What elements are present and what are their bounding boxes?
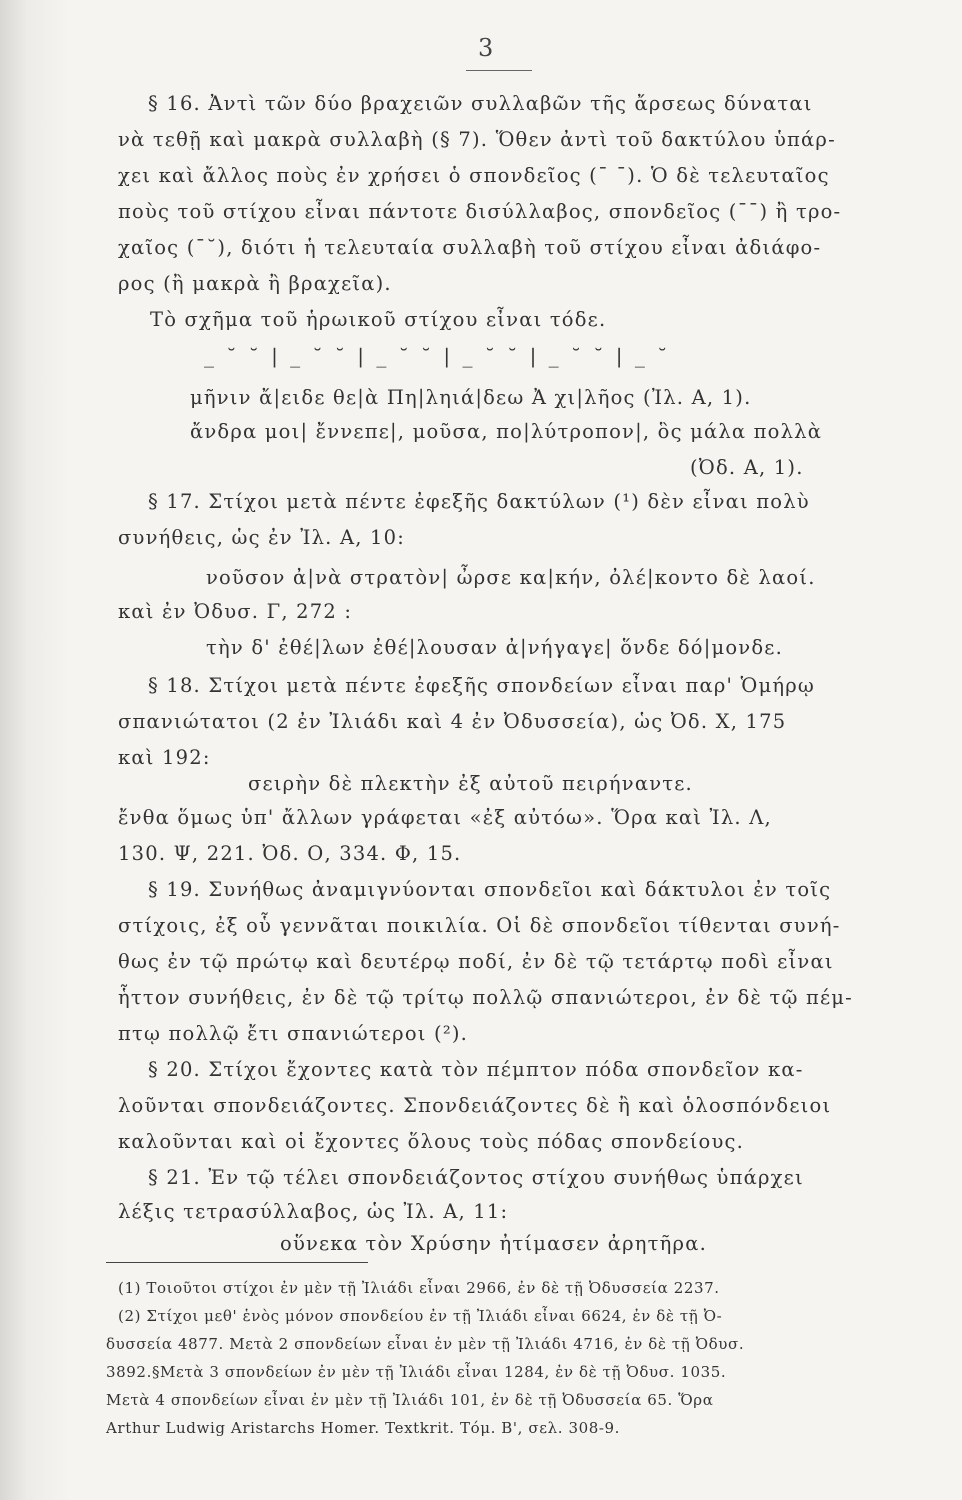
p19-line-3: θως ἐν τῷ πρώτῳ καὶ δευτέρῳ ποδί, ἐν δὲ τῷ τετάρτῳ ποδὶ εἶναι [118, 950, 834, 973]
p21-line-1: § 21. Ἐν τῷ τέλει σπονδειάζοντος στίχου συνήθως ὑπάρχει [148, 1166, 804, 1189]
p18-after-line-1: ἔνθα ὅμως ὑπ' ἄλλων γράφεται «ἐξ αὐτόω». Ὅρα καὶ Ἰλ. Λ, [118, 806, 772, 829]
p17-verse: νοῦσον ἀ|νὰ στρατὸν| ὦρσε κα|κήν, ὀλέ|κοντο δὲ λαοί. [206, 566, 816, 589]
p17-after: καὶ ἐν Ὀδυσ. Γ, 272 : [118, 600, 353, 623]
footnote-rule [106, 1262, 368, 1263]
footnote-2-line-4: Μετὰ 4 σπονδείων εἶναι ἐν μὲν τῇ Ἰλιάδι 101, ἐν δὲ τῇ Ὀδυσσεία 65. Ὅρα [106, 1391, 714, 1409]
p18-after-line-2: 130. Ψ, 221. Ὀδ. Ο, 334. Φ, 15. [118, 842, 462, 865]
p19-line-1: § 19. Συνήθως ἀναμιγνύονται σπονδεῖοι καὶ δάκτυλοι ἐν τοῖς [148, 878, 832, 901]
p18-line-3: καὶ 192: [118, 746, 211, 769]
p16-line-1: § 16. Ἀντὶ τῶν δύο βραχειῶν συλλαβῶν τῆς ἄρσεως δύναται [148, 92, 813, 115]
p17-line-2: συνήθεις, ὡς ἐν Ἰλ. Α, 10: [118, 526, 406, 549]
p16-line-6: ρος (ἢ μακρὰ ἢ βραχεῖα). [118, 272, 392, 295]
p18-verse: σειρὴν δὲ πλεκτὴν ἐξ αὐτοῦ πειρήναντε. [248, 772, 693, 795]
page-number-rule [466, 70, 532, 71]
p16-line-4: ποὺς τοῦ στίχου εἶναι πάντοτε δισύλλαβος, σπονδεῖος (¯¯) ἢ τρο- [118, 200, 842, 223]
p20-line-2: λοῦνται σπονδειάζοντες. Σπονδειάζοντες δὲ ἢ καὶ ὁλοσπόνδειοι [118, 1094, 832, 1117]
page-number: 3 [478, 34, 494, 62]
p21-verse: οὕνεκα τὸν Χρύσην ἠτίμασεν ἀρητῆρα. [280, 1232, 707, 1255]
p19-line-2: στίχοις, ἐξ οὗ γεννᾶται ποικιλία. Οἱ δὲ σπονδεῖοι τίθενται συνή- [118, 914, 841, 937]
metrical-scheme: _ ˘ ˘ | _ ˘ ˘ | _ ˘ ˘ | _ ˘ ˘ | _ ˘ ˘ | _ ˘ [204, 344, 671, 368]
p17-line-1: § 17. Στίχοι μετὰ πέντε ἐφεξῆς δακτύλων (¹) δὲν εἶναι πολὺ [148, 490, 810, 513]
p20-line-3: καλοῦνται καὶ οἱ ἔχοντες ὅλους τοὺς πόδας σπονδείους. [118, 1130, 745, 1153]
p18-line-1: § 18. Στίχοι μετὰ πέντε ἐφεξῆς σπονδείων εἶναι παρ' Ὁμήρῳ [148, 674, 815, 697]
footnote-2-line-5: Arthur Ludwig Aristarchs Homer. Textkrit. Τόμ. Β', σελ. 308-9. [106, 1419, 621, 1437]
p16-line-3: χει καὶ ἄλλος ποὺς ἐν χρήσει ὁ σπονδεῖος (¯ ¯). Ὁ δὲ τελευταῖος [118, 164, 830, 187]
footnote-1: (1) Τοιοῦτοι στίχοι ἐν μὲν τῇ Ἰλιάδι εἶναι 2966, ἐν δὲ τῇ Ὀδυσσεία 2237. [118, 1279, 720, 1297]
p19-line-4: ἧττον συνήθεις, ἐν δὲ τῷ τρίτῳ πολλῷ σπανιώτεροι, ἐν δὲ τῷ πέμ- [118, 986, 853, 1009]
footnote-2-line-3: 3892.§Μετὰ 3 σπονδείων ἐν μὲν τῇ Ἰλιάδι εἶναι 1284, ἐν δὲ τῇ Ὀδυσ. 1035. [106, 1363, 727, 1381]
footnote-2-line-1: (2) Στίχοι μεθ' ἑνὸς μόνον σπονδείου ἐν τῇ Ἰλιάδι εἶναι 6624, ἐν δὲ τῇ Ὀ- [118, 1307, 723, 1325]
scheme-intro: Τὸ σχῆμα τοῦ ἡρωικοῦ στίχου εἶναι τόδε. [150, 308, 607, 331]
example-verse-2: ἄνδρα μοι| ἔννεπε|, μοῦσα, πο|λύτροπον|, ὃς μάλα πολλὰ [190, 420, 823, 443]
p18-line-2: σπανιώτατοι (2 ἐν Ἰλιάδι καὶ 4 ἐν Ὀδυσσεία), ὡς Ὀδ. Χ, 175 [118, 710, 787, 733]
p16-line-2: νὰ τεθῇ καὶ μακρὰ συλλαβὴ (§ 7). Ὅθεν ἀντὶ τοῦ δακτύλου ὑπάρ- [118, 128, 836, 151]
example-verse-2-ref: (Ὀδ. Α, 1). [690, 456, 804, 479]
p17-verse-2: τὴν δ' ἐθέ|λων ἐθέ|λουσαν ἀ|νήγαγε| ὅνδε δό|μονδε. [206, 636, 783, 659]
p19-line-5: πτῳ πολλῷ ἔτι σπανιώτεροι (²). [118, 1022, 469, 1045]
example-verse-1: μῆνιν ἄ|ειδε θε|ὰ Πη|ληιά|δεω Ἀ χι|λῆος (Ἰλ. Α, 1). [190, 386, 752, 409]
p20-line-1: § 20. Στίχοι ἔχοντες κατὰ τὸν πέμπτον πόδα σπονδεῖον κα- [148, 1058, 804, 1081]
p21-line-2: λέξις τετρασύλλαβος, ὡς Ἰλ. Α, 11: [118, 1200, 509, 1223]
footnote-2-line-2: δυσσεία 4877. Μετὰ 2 σπονδείων εἶναι ἐν μὲν τῇ Ἰλιάδι 4716, ἐν δὲ τῇ Ὀδυσ. [106, 1335, 745, 1353]
p16-line-5: χαῖος (¯˘), διότι ἡ τελευταία συλλαβὴ τοῦ στίχου εἶναι ἀδιάφο- [118, 236, 822, 259]
